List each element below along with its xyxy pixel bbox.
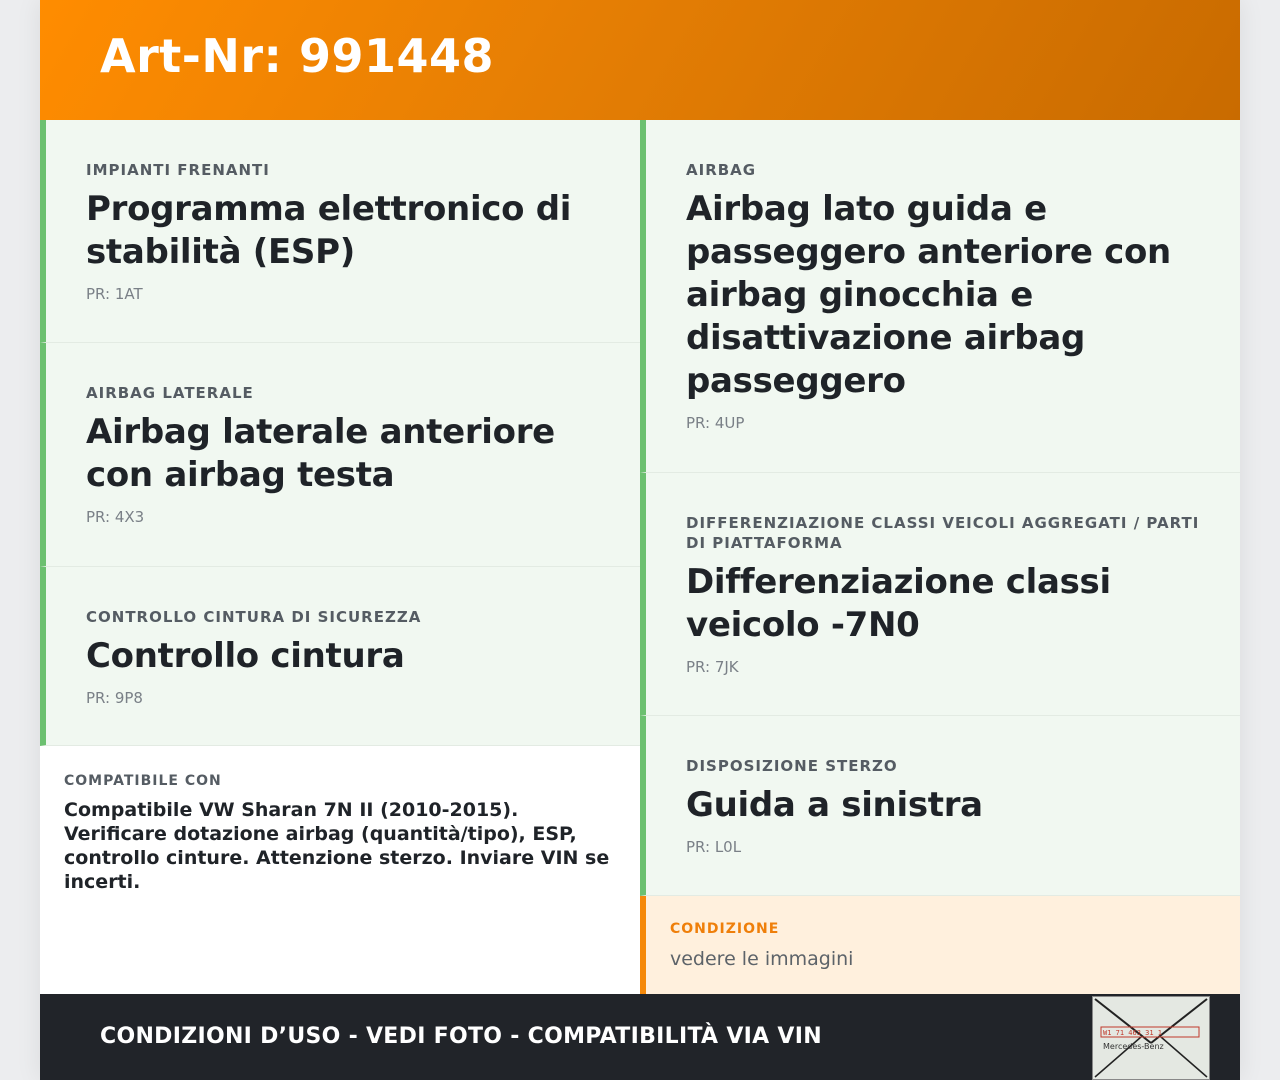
compatibility-box [40,746,640,994]
spec-card-steering [640,716,1240,896]
card-pr-code: PR: L0L [686,838,742,856]
spec-card-airbag [640,120,1240,473]
spec-card-vehicle-class [640,473,1240,716]
condition-label: CONDIZIONE [670,921,780,937]
card-category: AIRBAG LATERALE [86,384,254,402]
card-pr-code: PR: 1AT [86,285,143,303]
article-number-title: Art-Nr: 991448 [100,29,495,83]
compatibility-label: COMPATIBILE CON [64,773,222,789]
card-title: Airbag laterale anteriore con airbag testa [86,412,555,495]
card-category: DISPOSIZIONE STERZO [686,757,898,775]
svg-text:Mercedes-Benz: Mercedes-Benz [1103,1042,1164,1051]
header-banner [40,0,1240,120]
card-pr-code: PR: 4UP [686,414,745,432]
footer-text: CONDIZIONI D’USO - VEDI FOTO - COMPATIBILITÀ VIA VIN [100,1024,822,1049]
card-category: IMPIANTI FRENANTI [86,161,270,179]
condition-box [640,896,1240,994]
spec-card-side-airbag [40,343,640,567]
card-title: Controllo cintura [86,636,405,676]
page [40,0,1240,1080]
spec-card-belt-control [40,567,640,746]
card-category: CONTROLLO CINTURA DI SICUREZZA [86,608,422,626]
compatibility-text: Compatibile VW Sharan 7N II (2010-2015). Verificare dotazione airbag (quantità/tipo), ESP, controllo cinture. Attenzione sterzo. Inviare VIN se incerti. [64,799,610,893]
svg-text:W1 71 463 31 1: W1 71 463 31 1 [1103,1029,1163,1037]
footer-bar [40,994,1240,1080]
card-title: Differenziazione classi veicolo -7N0 [686,562,1111,645]
card-pr-code: PR: 9P8 [86,689,143,707]
spec-card-esp [40,120,640,343]
card-pr-code: PR: 7JK [686,658,739,676]
card-category: DIFFERENZIAZIONE CLASSI VEICOLI AGGREGATI / PARTI DI PIATTAFORMA [686,514,1200,552]
card-title: Programma elettronico di stabilità (ESP) [86,189,572,272]
card-title: Guida a sinistra [686,785,983,825]
card-title: Airbag lato guida e passeggero anteriore con airbag ginocchia e disattivazione airbag passeggero [686,189,1171,401]
condition-text: vedere le immagini [670,948,854,970]
card-pr-code: PR: 4X3 [86,508,145,526]
envelope-stamp-icon [1092,996,1210,1080]
card-category: AIRBAG [686,161,757,179]
